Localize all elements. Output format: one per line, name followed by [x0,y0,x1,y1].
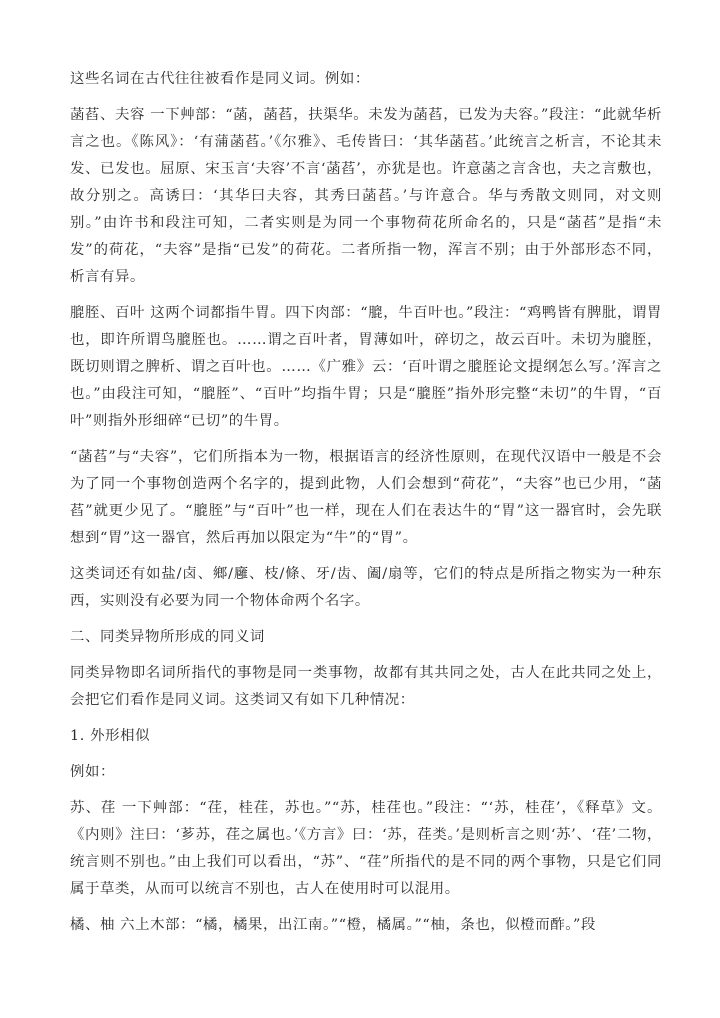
subheading-shape-similar: 1. 外形相似 [70,728,151,744]
paragraph-same-class-intro: 同类异物即名词所指代的事物是同一类事物，故都有其共同之处，古人在此共同之处上，会把它们看作是同义词。这类词又有如下几种情况： [70,665,662,708]
paragraph-handan-fuyong: 菡萏、夫容 一下艸部：“菡，菡萏，扶渠华。未发为菡萏，已发为夫容。”段注：“此就华析言之也。《陈风》：‘有蒲菡萏。’《尔雅》、毛传皆曰：‘其华菡萏。’此统言之析言，不论其未发、已发也。屈原、宋玉言‘夫容’不言‘菡萏’，亦犹是也。许意菡之言含也，夫之言敷也，故分别之。高诱曰：‘其华曰夫容，其秀曰菡萏。’与许意合。华与秀散文则同，对文则别。”由许书和段注可知，二者实则是为同一个事物荷花所命名的，只是“菡萏”是指“未发”的荷花，“夫容”是指“已发”的荷花。二者所指一物，浑言不别；由于外部形态不同，析言有异。 [70,107,662,285]
section-heading-same-class: 二、同类异物所形成的同义词 [70,629,265,645]
paragraph-ju-you: 橘、柚 六上木部：“橘，橘果，出江南。”“橙，橘属。”“柚，条也，似橙而酢。”段 [70,917,597,933]
document-body [70,66,662,939]
paragraph-intro: 这些名词在古代往往被看作是同义词。例如： [70,71,370,87]
paragraph-example-label: 例如： [70,764,115,780]
paragraph-pizhi-baiye: 膍胵、百叶 这两个词都指牛胃。四下肉部：“膍，牛百叶也。”段注：“鸡鸭皆有脾肶，谓胃也，即许所谓鸟膍胵也。……谓之百叶者，胃薄如叶，碎切之，故云百叶。未切为膍胵，既切则谓之脾析、谓之百叶也。……《广雅》云：‘百叶谓之膍胵论文提纲怎么写。’浑言之也。”由段注可知，“膍胵”、“百叶”均指牛胃；只是“膍胵”指外形完整“未切”的牛胃，“百叶”则指外形细碎“已切”的牛胃。 [70,305,662,429]
paragraph-su-ren: 苏、荏 一下艸部：“荏，桂荏，苏也。”“苏，桂荏也。”段注：“‘苏，桂荏’，《释草》文。《内则》注曰：‘芗苏，荏之属也。’《方言》曰：‘苏，荏类。’是则析言之则‘苏’、‘荏’二物，统言则不别也。”由上我们可以看出，“苏”、“荏”所指代的是不同的两个事物，只是它们同属于草类，从而可以统言不别也，古人在使用时可以混用。 [70,800,662,897]
paragraph-economy-principle: “菡萏”与“夫容”，它们所指本为一物，根据语言的经济性原则，在现代汉语中一般是不会为了同一个事物创造两个名字的，提到此物，人们会想到“荷花”，“夫容”也已少用，“菡萏”就更少见了。“膍胵”与“百叶”也一样，现在人们在表达牛的“胃”这一器官时，会先联想到“胃”这一器官，然后再加以限定为“牛”的“胃”。 [70,449,662,546]
paragraph-other-examples: 这类词还有如盐/卤、鄉/廱、枝/條、牙/齿、阖/扇等，它们的特点是所指之物实为一种东西，实则没有必要为同一个物体命两个名字。 [70,566,662,609]
